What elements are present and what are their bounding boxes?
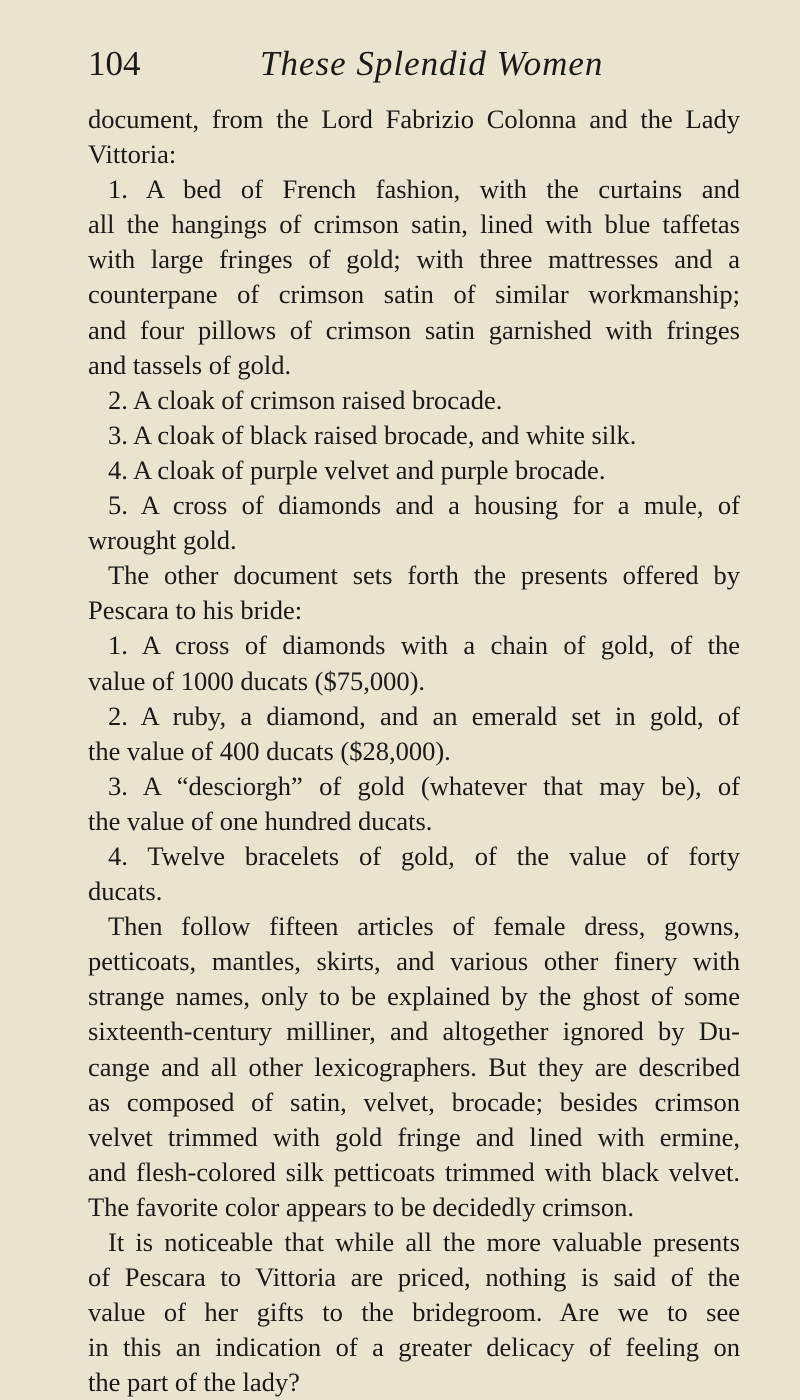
- text-line: and flesh-colored silk petticoats trimmed with black velvet.: [88, 1156, 740, 1187]
- text-line: petticoats, mantles, skirts, and various other finery with: [88, 946, 740, 977]
- text-line: 2. A cloak of crimson raised brocade.: [108, 384, 503, 415]
- text-line: strange names, only to be explained by the ghost of some: [88, 981, 740, 1012]
- text-line: with large fringes of gold; with three mattresses and a: [88, 244, 740, 275]
- text-line: ducats.: [88, 876, 163, 907]
- text-line: document, from the Lord Fabrizio Colonna and the Lady: [88, 104, 740, 134]
- text-line: Vittoria:: [88, 139, 177, 170]
- text-line: the value of one hundred ducats.: [88, 805, 433, 836]
- text-line: counterpane of crimson satin of similar workmanship;: [88, 279, 740, 310]
- body-text: [88, 102, 740, 1400]
- text-line: cange and all other lexicographers. But they are described: [88, 1051, 740, 1082]
- text-line: The other document sets forth the presents offered by: [108, 560, 740, 591]
- text-line: the part of the lady?: [88, 1367, 300, 1398]
- text-line: Then follow fifteen articles of female dress, gowns,: [108, 911, 740, 942]
- text-line: the value of 400 ducats ($28,000).: [88, 735, 451, 766]
- page-header: [88, 42, 738, 90]
- text-line: and tassels of gold.: [88, 349, 292, 380]
- text-line: and four pillows of crimson satin garnished with fringes: [88, 314, 740, 345]
- text-line: in this an indication of a greater delicacy of feeling on: [88, 1332, 740, 1363]
- text-line: 3. A cloak of black raised brocade, and white silk.: [108, 419, 637, 450]
- page-number: 104: [88, 44, 141, 83]
- text-line: Pescara to his bride:: [88, 595, 303, 626]
- text-line: value of her gifts to the bridegroom. Are we to see: [88, 1297, 740, 1328]
- text-line: 4. Twelve bracelets of gold, of the value of forty: [108, 840, 740, 871]
- text-line: It is noticeable that while all the more valuable presents: [108, 1227, 740, 1257]
- text-line: The favorite color appears to be decidedly crimson.: [88, 1191, 634, 1222]
- text-line: value of 1000 ducats ($75,000).: [88, 665, 426, 696]
- text-line: all the hangings of crimson satin, lined with blue taffetas: [88, 209, 740, 240]
- text-line: wrought gold.: [88, 525, 237, 556]
- text-line: 5. A cross of diamonds and a housing for a mule, of: [108, 490, 740, 521]
- text-line: of Pescara to Vittoria are priced, nothing is said of the: [88, 1262, 740, 1293]
- text-line: as composed of satin, velvet, brocade; besides crimson: [88, 1086, 740, 1117]
- text-line: sixteenth-century milliner, and altogether ignored by Du-: [88, 1016, 740, 1047]
- text-line: 2. A ruby, a diamond, and an emerald set in gold, of: [108, 700, 740, 731]
- text-line: 3. A “desciorgh” of gold (whatever that may be), of: [108, 770, 740, 801]
- text-line: velvet trimmed with gold fringe and lined with ermine,: [88, 1121, 740, 1152]
- text-line: 1. A bed of French fashion, with the curtains and: [108, 174, 740, 205]
- running-title: These Splendid Women: [260, 44, 604, 83]
- text-line: 4. A cloak of purple velvet and purple brocade.: [108, 454, 606, 485]
- text-line: 1. A cross of diamonds with a chain of gold, of the: [108, 630, 740, 661]
